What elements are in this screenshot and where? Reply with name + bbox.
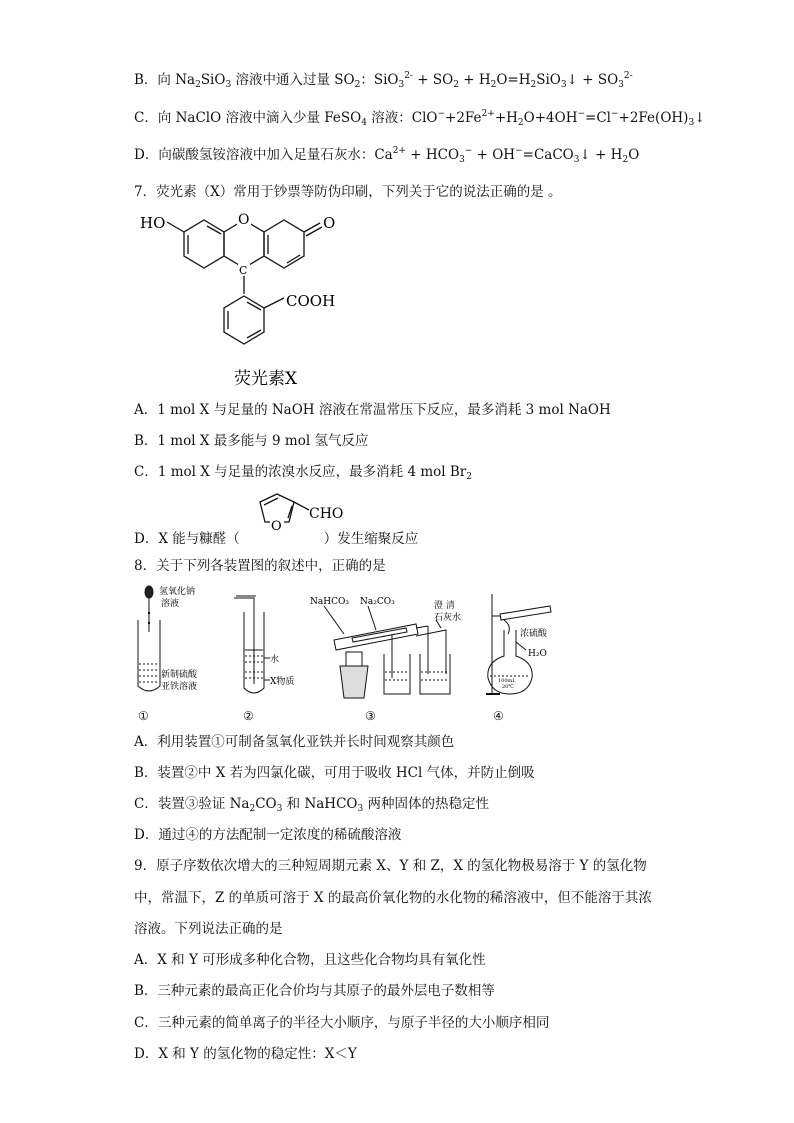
apparatus-1 bbox=[130, 582, 220, 700]
q7-option-c: C．1 mol X 与足量的浓溴水反应，最多消耗 4 mol $Br_2$ bbox=[134, 464, 472, 482]
q8-option-c: C．装置③验证 $Na_2CO_3$ 和 NaHCO$_3$ 两种固体的热稳定性 bbox=[134, 796, 490, 814]
q9-stem-line1: 9．原子序数依次增大的三种短周期元素 X、Y 和 Z，X 的氢化物极易溶于 Y 的氢化物 bbox=[134, 858, 647, 874]
q9-option-d: D．X 和 Y 的氢化物的稳定性：X＜Y bbox=[134, 1046, 357, 1062]
structure-caption: 荧光素X bbox=[234, 369, 298, 389]
fig4-h2o-label: H₂O bbox=[528, 649, 547, 659]
fig2-number: ② bbox=[243, 709, 254, 723]
q9-stem-line3: 溶液。下列说法正确的是 bbox=[134, 921, 283, 937]
ho-label: HO bbox=[140, 214, 166, 232]
q7-option-b: B．1 mol X 最多能与 9 mol 氢气反应 bbox=[134, 433, 369, 449]
q6-option-c: C．向 NaClO 溶液中滴入少量 FeSO$_4$ 溶液：$ClO^-+2Fe^{2+}+H_2O+4OH^-=Cl^-+2Fe(OH)_3↓$ bbox=[134, 109, 706, 128]
apparatus-3 bbox=[306, 590, 476, 702]
q6-option-d: D．向碳酸氢铵溶液中加入足量石灰水：$Ca^{2+} + HCO_3^-$ + OH−=CaCO$_3$↓ + $H_2O$ bbox=[134, 146, 640, 165]
apparatus-2 bbox=[232, 592, 312, 700]
fig4-volume-label: 100mL bbox=[498, 678, 516, 684]
q9-option-b: B．三种元素的最高正化合价均与其原子的最外层电子数相等 bbox=[134, 983, 495, 999]
ring-oxygen-label: O bbox=[238, 212, 250, 228]
fig3-clear-label: 澄 清 bbox=[434, 601, 455, 611]
furan-oxygen-label: O bbox=[271, 519, 282, 534]
fig4-number: ④ bbox=[493, 709, 504, 723]
q9-option-a: A．X 和 Y 可形成多种化合物，且这些化合物均具有氧化性 bbox=[134, 952, 486, 968]
q9-stem-line2: 中，常温下，Z 的单质可溶于 X 的最高价氧化物的水化物的稀溶液中，但不能溶于其浓 bbox=[134, 890, 652, 906]
fig3-limewater-label: 石灰水 bbox=[434, 613, 462, 623]
cooh-label: COOH bbox=[286, 292, 336, 310]
q7-option-a: A．1 mol X 与足量的 NaOH 溶液在常温常压下反应，最多消耗 3 mol NaOH bbox=[134, 402, 611, 418]
fig2-water-label: 水 bbox=[270, 655, 280, 665]
q9-option-c: C．三种元素的简单离子的半径大小顺序，与原子半径的大小顺序相同 bbox=[134, 1015, 550, 1031]
fig4-temp-label: 20℃ bbox=[502, 684, 514, 690]
q8-option-b: B．装置②中 X 若为四氯化碳，可用于吸收 HCl 气体，并防止倒吸 bbox=[134, 765, 535, 781]
q6-option-b: B．向 $Na_2SiO_3$ 溶液中通入过量 $SO_2$：$SiO_3^{2-} + SO_2$ + $H_2O=H_2SiO_3↓ + SO_3^{2-}$ bbox=[134, 71, 633, 90]
fig2-x-label: X物质 bbox=[270, 677, 295, 687]
apparatus-4 bbox=[478, 590, 578, 702]
fig3-number: ③ bbox=[365, 709, 376, 723]
fig3-na2co3-label: Na₂CO₃ bbox=[360, 597, 395, 607]
q7-stem: 7．荧光素（X）常用于钞票等防伪印刷，下列关于它的说法正确的是 。 bbox=[134, 184, 562, 200]
central-carbon-label: C bbox=[239, 264, 248, 277]
q7-option-d: D．X 能与糠醛（ ）发生缩聚反应 bbox=[134, 531, 419, 547]
furfural-structure bbox=[239, 488, 351, 546]
keto-oxygen-label: O bbox=[323, 214, 336, 232]
fig4-acid-label: 浓硫酸 bbox=[520, 629, 548, 639]
q8-option-a: A．利用装置①可制备氢氧化亚铁并长时间观察其颜色 bbox=[134, 734, 455, 750]
cho-label: CHO bbox=[309, 506, 344, 522]
fig1-top-label2: 溶液 bbox=[161, 599, 180, 609]
fig3-nahco3-label: NaHCO₃ bbox=[310, 597, 349, 607]
q8-stem: 8．关于下列各装置图的叙述中，正确的是 bbox=[134, 558, 386, 574]
fig1-top-label: 氢氧化钠 bbox=[159, 587, 196, 597]
fig1-bottom-label: 新制硫酸 bbox=[161, 670, 198, 680]
q8-option-d: D．通过④的方法配制一定浓度的稀硫酸溶液 bbox=[134, 827, 402, 843]
fluorescein-structure bbox=[134, 206, 364, 392]
fig1-number: ① bbox=[138, 709, 149, 723]
fig1-bottom-label2: 亚铁溶液 bbox=[161, 682, 198, 692]
